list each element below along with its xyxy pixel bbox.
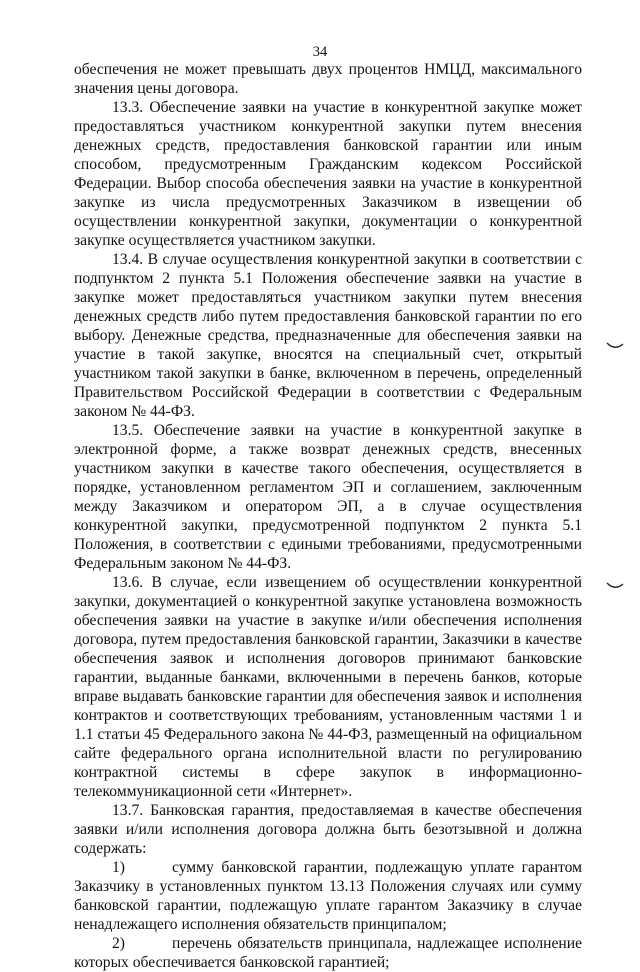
list-item-text: сумму банковской гарантии, подлежащую уплате гарантом Заказчику в установленных пунктом 13.13 Положения случаях или сумму банковской гарантии, подлежащую уплате гарантом Заказчику в случае ненадлежащего исполнения обязательств принципалом; bbox=[74, 859, 582, 933]
paragraph-13-6: 13.6. В случае, если извещением об осуществлении конкурентной закупки, документацией о конкурентной закупке установлена возможность обеспечения заявки на участие в закупке и/или обеспечения исполнения договора, путем предоставления банковской гарантии, Заказчики в качестве обеспечения заявок и исполнения договоров принимают банковские гарантии, выданные банками, включенными в перечень банков, которые вправе выдавать банковские гарантии для обеспечения заявок и исполнения контрактов и соответствующих требованиям, установленным частями 1 и 1.1 статьи 45 Федерального закона № 44-ФЗ, размещенный на официальном сайте федерального органа исполнительной власти по регулированию контрактной системы в сфере закупок в информационно-телекоммуникационной сети «Интернет». bbox=[74, 574, 582, 800]
list-item bbox=[74, 934, 582, 972]
margin-mark-icon bbox=[606, 582, 624, 590]
paragraph-13-3: 13.3. Обеспечение заявки на участие в конкурентной закупке может предоставляться участником конкурентной закупки путем внесения денежных средств, предоставления банковской гарантии или иным способом, предусмотренным Гражданским кодексом Российской Федерации. Выбор способа обеспечения заявки на участие в конкурентной закупке из числа предусмотренных Заказчиком в извещении об осуществлении конкурентной закупки, документации о конкурентной закупке осуществляется участником закупки. bbox=[74, 99, 582, 249]
page-number: 34 bbox=[312, 44, 328, 60]
list-item-number: 1) bbox=[112, 859, 125, 876]
document-body bbox=[74, 60, 582, 972]
paragraph-13-7: 13.7. Банковская гарантия, предоставляемая в качестве обеспечения заявки и/или исполнения договора должна быть безотзывной и должна содержать: bbox=[74, 802, 582, 857]
list-item bbox=[74, 858, 582, 934]
margin-mark-icon bbox=[606, 342, 624, 350]
paragraph-13-5: 13.5. Обеспечение заявки на участие в конкурентной закупке в электронной форме, а также возврат денежных средств, внесенных участником закупки в качестве такого обеспечения, осуществляется в порядке, установленном регламентом ЭП и соглашением, заключенным между Заказчиком и оператором ЭП, а в случае осуществления конкурентной закупки, предусмотренной подпунктом 2 пункта 5.1 Положения, в соответствии с едиными требованиями, предусмотренными Федеральным законом № 44-ФЗ. bbox=[74, 422, 582, 572]
list-item-text: перечень обязательств принципала, надлежащее исполнение которых обеспечивается банковской гарантией; bbox=[74, 935, 582, 971]
paragraph-13-4: 13.4. В случае осуществления конкурентной закупки в соответствии с подпунктом 2 пункта 5.1 Положения обеспечение заявки на участие в закупке может предоставляться участником закупки путем внесения денежных средств либо путем предоставления банковской гарантии по его выбору. Денежные средства, предназначенные для обеспечения заявки на участие в такой закупке, вносятся на специальный счет, открытый участником такой закупки в банке, включенном в перечень, определенный Правительством Российской Федерации в соответствии с Федеральным законом № 44-ФЗ. bbox=[74, 251, 582, 420]
paragraph-continuation: обеспечения не может превышать двух процентов НМЦД, максимального значения цены договора. bbox=[74, 61, 582, 97]
list-item-number: 2) bbox=[112, 935, 125, 952]
